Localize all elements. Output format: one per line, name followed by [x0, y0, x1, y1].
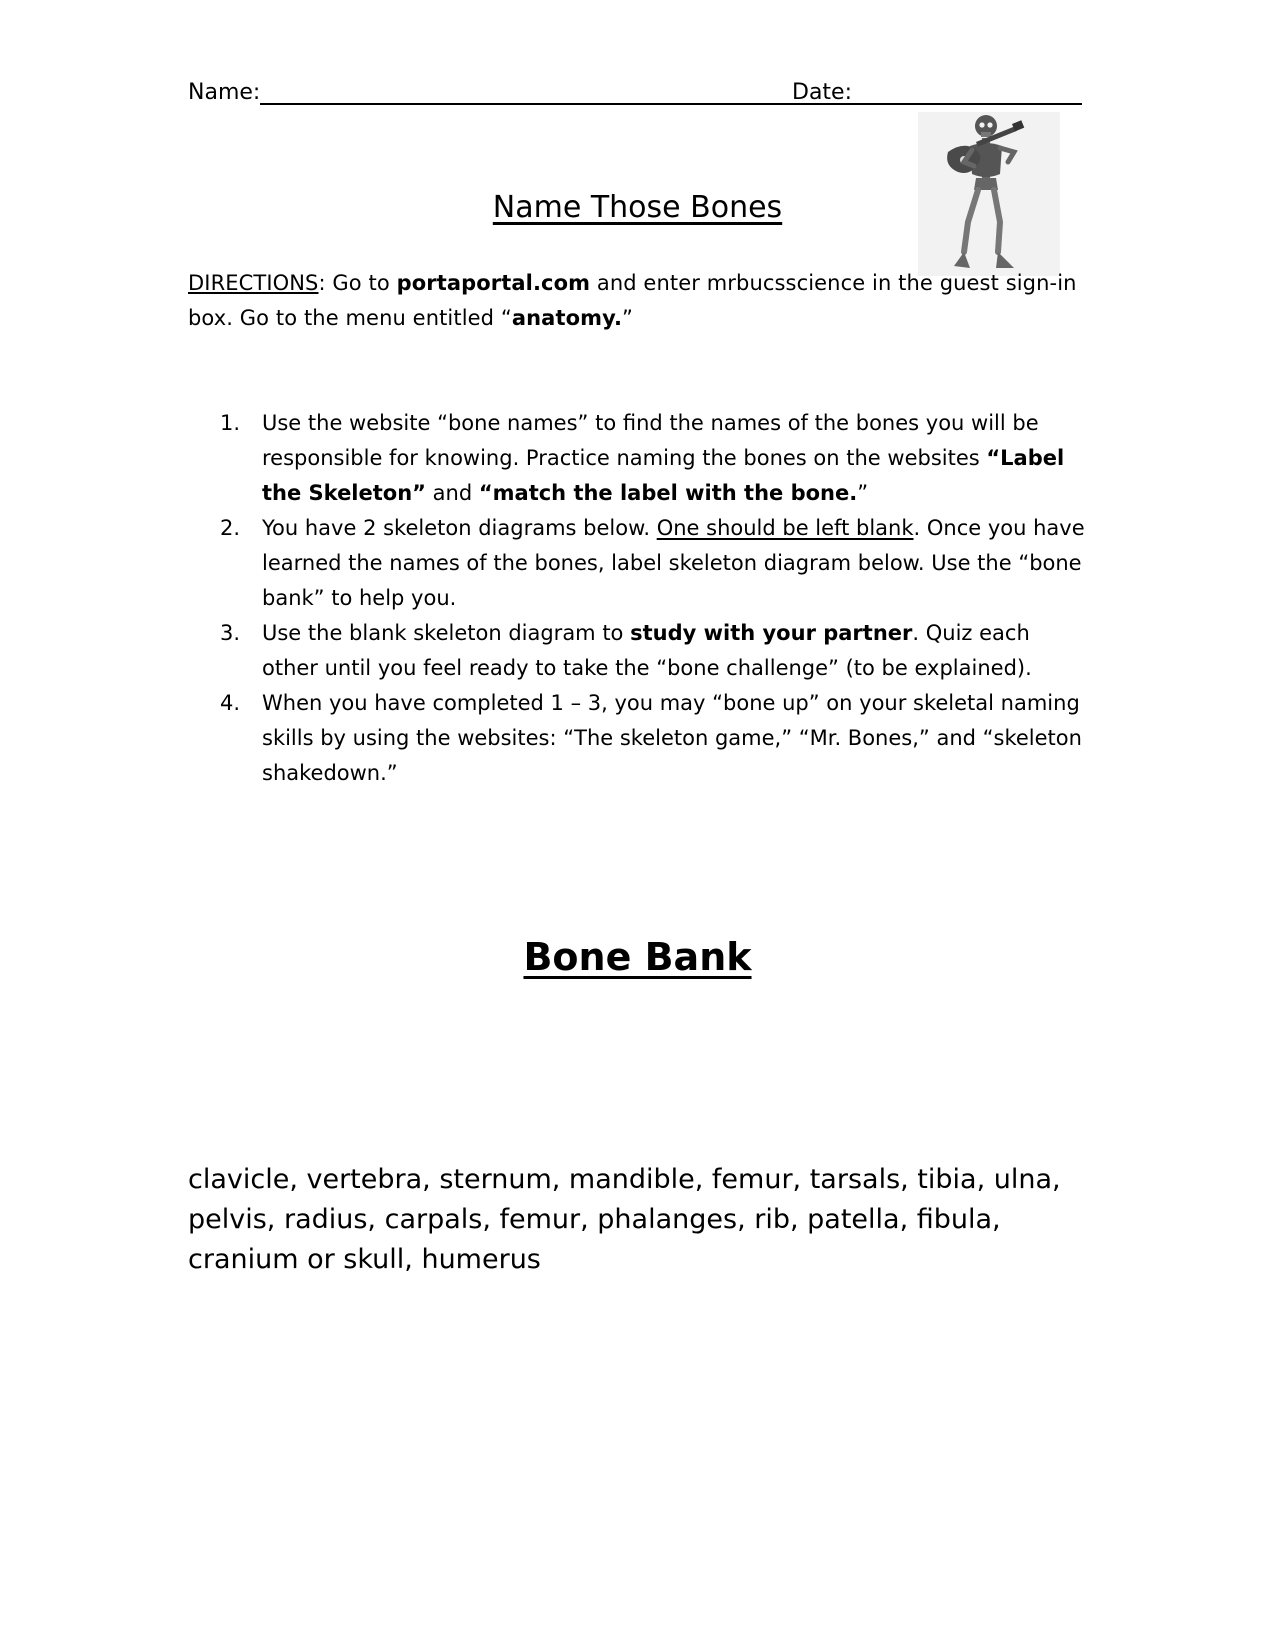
step-number: 1. — [220, 411, 241, 435]
step-text: You have 2 skeleton diagrams below. — [262, 516, 657, 540]
step-number: 2. — [220, 516, 241, 540]
directions-text-3: ” — [622, 306, 634, 330]
list-item — [220, 511, 1090, 616]
step-underlined-text: One should be left blank — [656, 516, 914, 540]
step-number: 4. — [220, 691, 241, 715]
bone-bank-title: Bone Bank — [523, 935, 752, 979]
name-label: Name: — [188, 80, 261, 105]
page-title: Name Those Bones — [492, 190, 783, 225]
directions-menu-name: anatomy. — [511, 306, 623, 330]
steps-list — [220, 406, 1090, 791]
step-bold-text: “Label the Skeleton” — [262, 446, 1065, 505]
step-text: Use the website “bone names” to find the names of the bones you will be responsible for knowing. Practice naming the bones on the websites — [262, 411, 1039, 470]
directions-paragraph — [188, 266, 1088, 336]
step-text: . Once you have learned the names of the bones, label skeleton diagram below. Use the “bone bank” to help you. — [262, 516, 1085, 610]
bone-bank-list: clavicle, vertebra, sternum, mandible, femur, tarsals, tibia, ulna, pelvis, radius, carpals, femur, phalanges, rib, patella, fibula, cranium or skull, humerus — [188, 1164, 1061, 1275]
directions-label: DIRECTIONS — [188, 271, 319, 295]
directions-text-1: : Go to — [318, 271, 397, 295]
date-blank-line — [858, 103, 1082, 105]
directions-site: portaportal.com — [396, 271, 591, 295]
step-text: ” — [857, 481, 869, 505]
step-number: 3. — [220, 621, 241, 645]
step-text: and — [425, 481, 479, 505]
step-text: When you have completed 1 – 3, you may “bone up” on your skeletal naming skills by using the websites: “The skeleton game,” “Mr. Bones,” and “skeleton shakedown.” — [262, 691, 1082, 785]
step-text: Use the blank skeleton diagram to — [262, 621, 631, 645]
step-bold-text: “match the label with the bone. — [478, 481, 858, 505]
name-date-header — [188, 76, 1088, 110]
directions-text-2: and enter mrbucsscience in the guest sign-in box. Go to the menu entitled “ — [188, 271, 1077, 330]
list-item — [220, 406, 1090, 511]
date-label: Date: — [792, 80, 852, 105]
list-item — [220, 686, 1090, 791]
list-item — [220, 616, 1090, 686]
step-bold-text: study with your partner — [630, 621, 913, 645]
step-text: . Quiz each other until you feel ready to take the “bone challenge” (to be explained). — [262, 621, 1032, 680]
